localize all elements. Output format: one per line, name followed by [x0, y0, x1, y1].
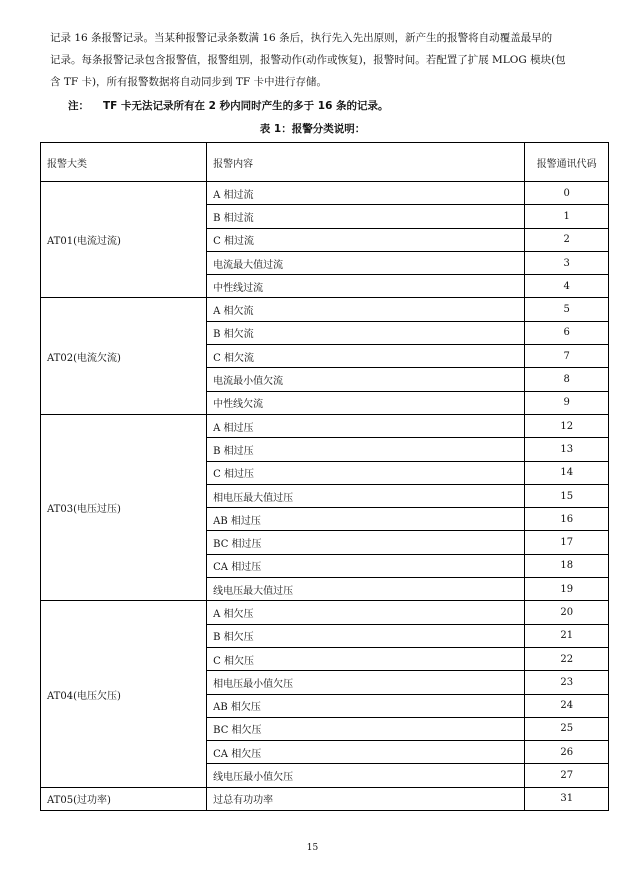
- alarm-content-cell: 相电压最大值过压: [207, 484, 525, 507]
- alarm-content-cell: C 相欠流: [207, 345, 525, 368]
- alarm-code-cell: 14: [525, 461, 609, 484]
- page-number: 15: [306, 843, 319, 853]
- note: [68, 98, 389, 113]
- alarm-content-cell: B 相欠流: [207, 321, 525, 344]
- table-row: [41, 601, 609, 624]
- alarm-content-cell: 相电压最小值欠压: [207, 671, 525, 694]
- alarm-content-cell: CA 相欠压: [207, 741, 525, 764]
- alarm-content-cell: A 相欠流: [207, 298, 525, 321]
- alarm-content-cell: BC 相欠压: [207, 717, 525, 740]
- alarm-category-cell: AT02(电流欠流): [41, 298, 207, 414]
- alarm-content-cell: 线电压最小值欠压: [207, 764, 525, 787]
- alarm-content-cell: B 相过压: [207, 438, 525, 461]
- alarm-content-cell: C 相过压: [207, 461, 525, 484]
- alarm-code-cell: 6: [525, 321, 609, 344]
- alarm-content-cell: A 相过流: [207, 182, 525, 205]
- alarm-content-cell: B 相过流: [207, 205, 525, 228]
- alarm-code-cell: 26: [525, 741, 609, 764]
- table-header-row: [41, 143, 609, 182]
- alarm-content-cell: C 相过流: [207, 228, 525, 251]
- note-label: 注：: [68, 100, 89, 112]
- alarm-classification-table: [40, 142, 609, 811]
- header-code: 报警通讯代码: [525, 143, 609, 182]
- alarm-content-cell: CA 相过压: [207, 554, 525, 577]
- alarm-code-cell: 22: [525, 647, 609, 670]
- alarm-code-cell: 31: [525, 787, 609, 810]
- note-text: TF 卡无法记录所有在 2 秒内同时产生的多于 16 条的记录。: [103, 100, 389, 112]
- header-category: 报警大类: [41, 143, 207, 182]
- alarm-code-cell: 12: [525, 414, 609, 437]
- table-caption: 表 1：报警分类说明：: [259, 123, 366, 135]
- alarm-content-cell: 过总有功功率: [207, 787, 525, 810]
- alarm-code-cell: 25: [525, 717, 609, 740]
- body-paragraph-line-3: 含 TF 卡)，所有报警数据将自动同步到 TF 卡中进行存储。: [50, 76, 328, 88]
- table-row: [41, 298, 609, 321]
- header-content: 报警内容: [207, 143, 525, 182]
- alarm-code-cell: 16: [525, 508, 609, 531]
- alarm-code-cell: 23: [525, 671, 609, 694]
- alarm-code-cell: 15: [525, 484, 609, 507]
- alarm-content-cell: A 相欠压: [207, 601, 525, 624]
- alarm-content-cell: 中性线过流: [207, 275, 525, 298]
- alarm-category-cell: AT03(电压过压): [41, 414, 207, 600]
- alarm-code-cell: 3: [525, 251, 609, 274]
- alarm-category-cell: AT01(电流过流): [41, 182, 207, 298]
- alarm-code-cell: 9: [525, 391, 609, 414]
- alarm-code-cell: 18: [525, 554, 609, 577]
- alarm-code-cell: 24: [525, 694, 609, 717]
- alarm-content-cell: AB 相欠压: [207, 694, 525, 717]
- table-body: [41, 182, 609, 811]
- table-row: [41, 787, 609, 810]
- alarm-content-cell: A 相过压: [207, 414, 525, 437]
- alarm-content-cell: AB 相过压: [207, 508, 525, 531]
- body-paragraph-line-1: 记录 16 条报警记录。当某种报警记录条数满 16 条后，执行先入先出原则，新产生的报警将自动覆盖最早的: [50, 32, 553, 44]
- alarm-code-cell: 13: [525, 438, 609, 461]
- alarm-code-cell: 21: [525, 624, 609, 647]
- alarm-content-cell: 中性线欠流: [207, 391, 525, 414]
- alarm-content-cell: 电流最小值欠流: [207, 368, 525, 391]
- alarm-category-cell: AT04(电压欠压): [41, 601, 207, 787]
- alarm-code-cell: 7: [525, 345, 609, 368]
- alarm-code-cell: 19: [525, 578, 609, 601]
- alarm-code-cell: 8: [525, 368, 609, 391]
- alarm-code-cell: 17: [525, 531, 609, 554]
- alarm-code-cell: 0: [525, 182, 609, 205]
- alarm-category-cell: AT05(过功率): [41, 787, 207, 810]
- table-row: [41, 414, 609, 437]
- alarm-code-cell: 4: [525, 275, 609, 298]
- alarm-content-cell: 线电压最大值过压: [207, 578, 525, 601]
- alarm-code-cell: 1: [525, 205, 609, 228]
- alarm-code-cell: 27: [525, 764, 609, 787]
- alarm-code-cell: 5: [525, 298, 609, 321]
- alarm-code-cell: 2: [525, 228, 609, 251]
- table-row: [41, 182, 609, 205]
- alarm-content-cell: B 相欠压: [207, 624, 525, 647]
- alarm-content-cell: BC 相过压: [207, 531, 525, 554]
- alarm-content-cell: C 相欠压: [207, 647, 525, 670]
- body-paragraph-line-2: 记录。每条报警记录包含报警值，报警组别，报警动作(动作或恢复)，报警时间。若配置了扩展 MLOG 模块(包: [50, 54, 566, 66]
- alarm-content-cell: 电流最大值过流: [207, 251, 525, 274]
- alarm-code-cell: 20: [525, 601, 609, 624]
